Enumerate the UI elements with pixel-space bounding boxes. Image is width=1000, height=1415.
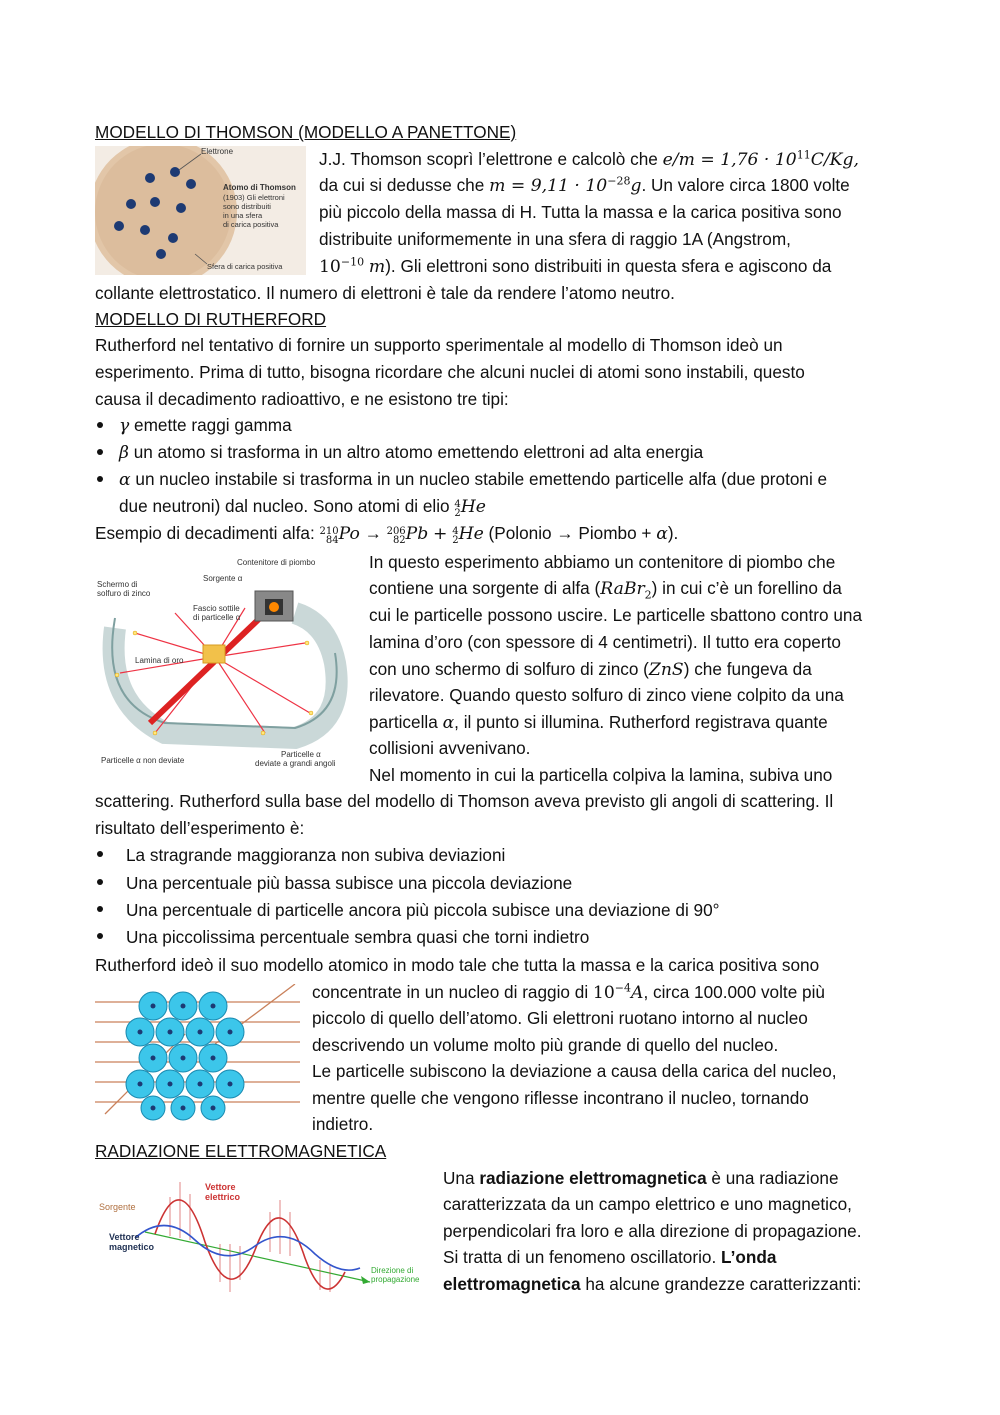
label-electron: Elettrone <box>201 147 234 156</box>
result-item: Una percentuale più bassa subisce una piccola deviazione <box>126 873 573 893</box>
thomson-line-2: da cui si dedusse che $m = 9,11 \cdot 10^{-28}g$. Un valore circa 1800 volte <box>319 174 850 196</box>
experiment-line-6: rilevatore. Quando questo solfuro di zinco viene colpito da una <box>369 685 844 705</box>
label-desc3: in una sfera <box>223 211 263 220</box>
thomson-line-6: collante elettrostatico. Il numero di elettroni è tale da rendere l’atomo neutro. <box>95 283 675 303</box>
em-line-2: caratterizzata da un campo elettrico e uno magnetico, <box>443 1194 852 1214</box>
label-beam-1: Fascio sottile <box>193 604 240 613</box>
experiment-line-1: In questo esperimento abbiamo un contenitore di piombo che <box>369 552 836 572</box>
label-beam-2: di particelle α <box>193 613 241 622</box>
experiment-line-10: scattering. Rutherford sulla base del modello di Thomson aveva previsto gli angoli di scattering. Il <box>95 791 834 811</box>
bullet <box>97 906 103 912</box>
experiment-line-11: risultato dell’esperimento è: <box>95 818 305 838</box>
decay-gamma: γ emette raggi gamma <box>119 415 292 436</box>
em-wave-figure <box>95 1172 430 1300</box>
thomson-line-1: J.J. Thomson scoprì l’elettrone e calcolò che $e/m = 1,76 \cdot 10^{11}C/Kg$, <box>319 148 859 170</box>
experiment-line-5: con uno schermo di solfuro di zinco (ZnS) che fungeva da <box>369 659 812 680</box>
bullet <box>97 851 103 857</box>
label-desc2: sono distribuiti <box>223 202 271 211</box>
model-line-3: piccolo di quello dell’atomo. Gli elettroni ruotano intorno al nucleo <box>312 1008 808 1028</box>
label-desc4: di carica positiva <box>223 220 279 229</box>
label-magnetic-2: magnetico <box>109 1242 155 1252</box>
result-item: Una percentuale di particelle ancora più piccola subisce una deviazione di 90° <box>126 900 720 920</box>
em-line-3: perpendicolari fra loro e alla direzione di propagazione. <box>443 1221 862 1241</box>
bullet <box>97 422 103 428</box>
rutherford-p2: esperimento. Prima di tutto, bisogna ricordare che alcuni nuclei di atomi sono instabili, questo <box>95 362 805 382</box>
decay-beta: β un atomo si trasforma in un altro atomo emettendo elettroni ad alta energia <box>119 442 704 463</box>
decay-alpha-cont: due neutroni) dal nucleo. Sono atomi di elio 4 2 He <box>119 496 486 519</box>
model-line-1: Rutherford ideò il suo modello atomico in modo tale che tutta la massa e la carica positiva sono <box>95 955 820 975</box>
alpha-decay-example: Esempio di decadimenti alfa: 210 84 Po → 206 82 Pb + 4 2 He (Polonio → Piombo + α). <box>95 523 679 546</box>
label-direction-1: Direzione di <box>371 1266 414 1275</box>
label-screen-1: Schermo di <box>97 580 138 589</box>
model-line-4: descrivendo un volume molto più grande di quello del nucleo. <box>312 1035 779 1055</box>
label-sphere: Sfera di carica positiva <box>207 262 283 271</box>
label-screen-2: solfuro di zinco <box>97 589 151 598</box>
label-container: Contenitore di piombo <box>237 558 316 567</box>
heading-thomson: MODELLO DI THOMSON (MODELLO A PANETTONE) <box>95 122 517 142</box>
label-deviated-1: Particelle α <box>281 750 321 759</box>
label-deviated-2: deviate a grandi angoli <box>255 759 336 768</box>
label-undeviated: Particelle α non deviate <box>101 756 185 765</box>
label-source: Sorgente <box>99 1202 136 1212</box>
em-line-1: Una radiazione elettromagnetica è una radiazione <box>443 1168 839 1188</box>
bullet <box>97 933 103 939</box>
label-magnetic-1: Vettore <box>109 1232 140 1242</box>
label-electric-2: elettrico <box>205 1192 241 1202</box>
experiment-line-7: particella α, il punto si illumina. Rutherford registrava quante <box>369 712 828 733</box>
rutherford-experiment-figure <box>95 553 357 768</box>
decay-alpha: α un nucleo instabile si trasforma in un nucleo stabile emettendo particelle alfa (due protoni e <box>119 469 828 490</box>
em-line-4: Si tratta di un fenomeno oscillatorio. L’onda <box>443 1247 777 1267</box>
model-line-7: indietro. <box>312 1114 374 1134</box>
label-electric-1: Vettore <box>205 1182 236 1192</box>
model-line-5: Le particelle subiscono la deviazione a causa della carica del nucleo, <box>312 1061 837 1081</box>
experiment-line-4: lamina d’oro (con spessore di 4 centimetri). Il tutto era coperto <box>369 632 841 652</box>
bullet <box>97 449 103 455</box>
rutherford-p1: Rutherford nel tentativo di fornire un supporto sperimentale al modello di Thomson ideò un <box>95 335 783 355</box>
result-item: Una piccolissima percentuale sembra quasi che torni indietro <box>126 927 590 947</box>
model-line-2: concentrate in un nucleo di raggio di $10^{-4}A$, circa 100.000 volte più <box>312 981 825 1003</box>
rutherford-p3: causa il decadimento radioattivo, e ne esistono tre tipi: <box>95 389 509 409</box>
experiment-line-3: cui le particelle possono uscire. Le particelle sbattono contro una <box>369 605 862 625</box>
thomson-line-4: distribuite uniformemente in una sfera di raggio 1A (Angstrom, <box>319 229 791 249</box>
gold-lattice-figure <box>95 984 300 1122</box>
heading-em: RADIAZIONE ELETTROMAGNETICA <box>95 1141 387 1161</box>
experiment-line-2: contiene una sorgente di alfa (RaBr$_2$) in cui c’è un forellino da <box>369 578 842 602</box>
label-foil: Lamina di oro <box>135 656 184 665</box>
label-source: Sorgente α <box>203 574 243 583</box>
thomson-line-3: più piccolo della massa di H. Tutta la massa e la carica positiva sono <box>319 202 842 222</box>
label-thomson-title: Atomo di Thomson <box>223 183 296 192</box>
model-line-6: mentre quelle che vengono riflesse incontrano il nucleo, tornando <box>312 1088 809 1108</box>
result-item: La stragrande maggioranza non subiva deviazioni <box>126 845 506 865</box>
experiment-line-8: collisioni avvenivano. <box>369 738 531 758</box>
experiment-line-9: Nel momento in cui la particella colpiva la lamina, subiva uno <box>369 765 833 785</box>
thomson-atom-figure <box>95 146 306 275</box>
label-direction-2: propagazione <box>371 1275 420 1284</box>
heading-rutherford: MODELLO DI RUTHERFORD <box>95 309 327 329</box>
thomson-line-5: $10^{-10}$ m). Gli elettroni sono distribuiti in questa sfera e agiscono da <box>319 255 832 277</box>
label-desc1: (1903) Gli elettroni <box>223 193 285 202</box>
bullet <box>97 476 103 482</box>
bullet <box>97 879 103 885</box>
em-line-5: elettromagnetica ha alcune grandezze caratterizzanti: <box>443 1274 862 1294</box>
